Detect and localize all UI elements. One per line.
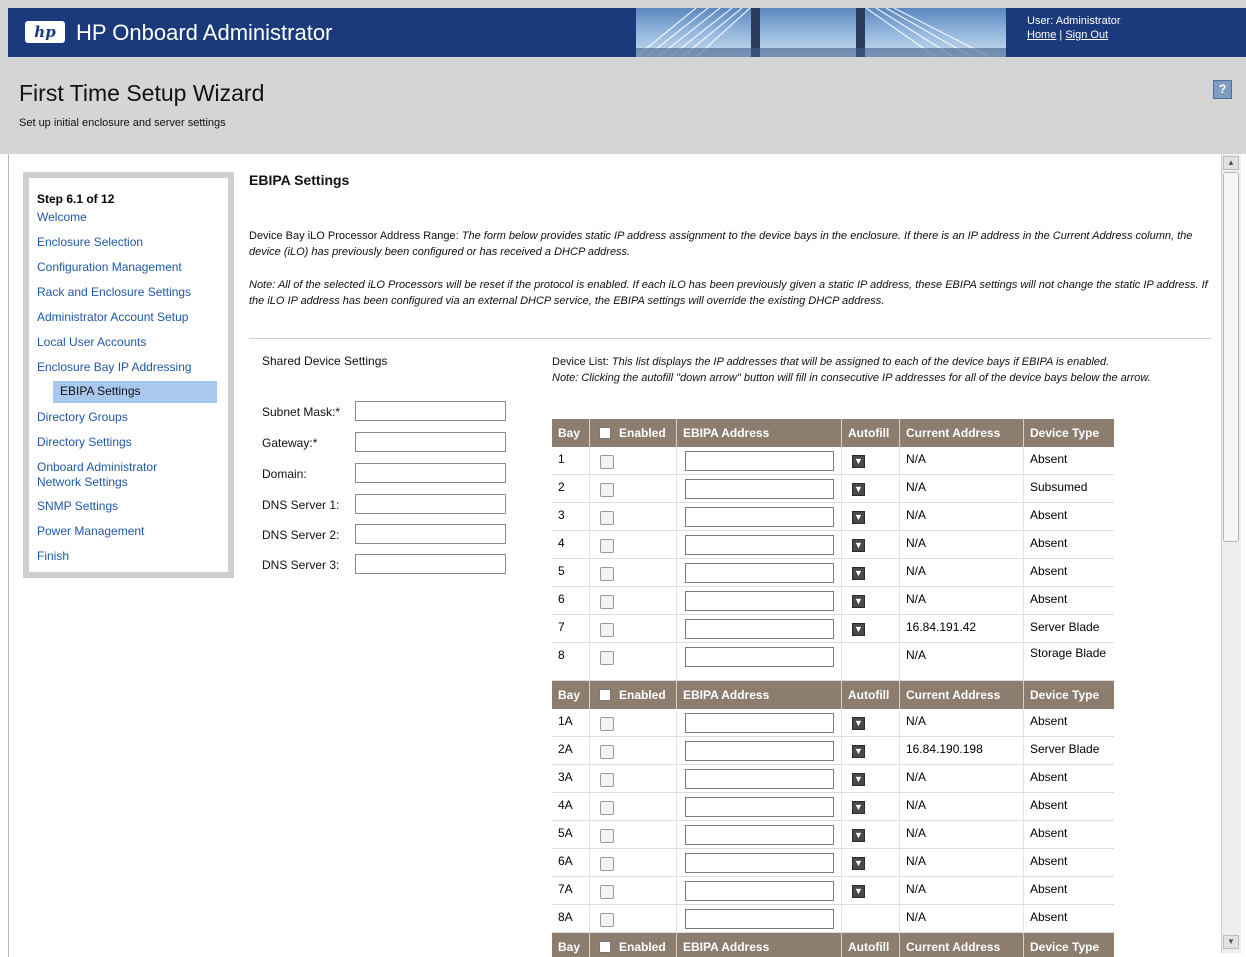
autofill-cell [842, 877, 900, 904]
enabled-checkbox[interactable] [600, 773, 614, 787]
ebipa-address-cell [677, 447, 842, 474]
top-banner [0, 0, 1246, 60]
subnet-mask-label: Subnet Mask:* [262, 405, 341, 419]
link-separator: | [1059, 29, 1063, 41]
enabled-checkbox[interactable] [600, 511, 614, 525]
autofill-cell [842, 737, 900, 764]
table-row [552, 821, 1114, 849]
autofill-cell [842, 905, 900, 932]
autofill-cell [842, 503, 900, 530]
nav-item-rack-enclosure-settings[interactable]: Rack and Enclosure Settings [37, 285, 192, 299]
autofill-cell [842, 821, 900, 848]
shared-settings-title: Shared Device Settings [262, 354, 388, 368]
ebipa-address-input[interactable] [685, 563, 834, 583]
device-type: Absent [1030, 564, 1068, 578]
header-current-address: Current Address [900, 933, 1024, 957]
ebipa-address-input[interactable] [685, 451, 834, 471]
table-row [552, 531, 1114, 559]
divider [249, 338, 1211, 339]
autofill-down-arrow-icon[interactable]: ▼ [852, 595, 865, 608]
enabled-checkbox[interactable] [600, 801, 614, 815]
table-row [552, 503, 1114, 531]
device-type: Absent [1030, 714, 1068, 728]
device-list-description [552, 354, 1212, 386]
intro-label: Device Bay iLO Processor Address Range: [249, 230, 462, 242]
current-address: N/A [900, 559, 1024, 586]
enabled-cell [590, 737, 677, 764]
autofill-cell [842, 849, 900, 876]
current-address: N/A [900, 905, 1024, 932]
enabled-cell [590, 905, 677, 932]
ebipa-address-input[interactable] [685, 825, 834, 845]
header-current-address: Current Address [900, 681, 1024, 709]
current-address: N/A [900, 503, 1024, 530]
autofill-cell [842, 559, 900, 586]
select-all-checkbox[interactable] [599, 689, 611, 701]
nav-item-configuration-management[interactable]: Configuration Management [37, 260, 182, 274]
gateway-input[interactable] [355, 432, 506, 452]
intro-paragraph [249, 228, 1217, 260]
ebipa-address-cell [677, 559, 842, 586]
bay-number: 7 [552, 615, 590, 642]
header-enabled [590, 933, 677, 957]
enabled-checkbox[interactable] [600, 455, 614, 469]
nav-item-snmp-settings[interactable]: SNMP Settings [37, 499, 119, 513]
ebipa-address-cell [677, 821, 842, 848]
table-header-row [552, 933, 1114, 957]
autofill-cell [842, 765, 900, 792]
dns-server-2-label: DNS Server 2: [262, 528, 340, 542]
device-list-label: Device List: [552, 356, 612, 368]
bay-number: 5 [552, 559, 590, 586]
bay-number: 4A [552, 793, 590, 820]
autofill-cell [842, 447, 900, 474]
ebipa-address-cell [677, 905, 842, 932]
header-bay: Bay [552, 933, 590, 957]
enabled-checkbox[interactable] [600, 913, 614, 927]
table-row [552, 559, 1114, 587]
wizard-step-nav-inner [29, 178, 228, 572]
page-subtitle: Set up initial enclosure and server settings [19, 117, 226, 129]
ebipa-address-cell [677, 737, 842, 764]
ebipa-address-cell [677, 643, 842, 680]
device-type: Absent [1030, 770, 1068, 784]
table-header-row [552, 419, 1114, 447]
enabled-checkbox[interactable] [600, 595, 614, 609]
header-autofill: Autofill [842, 419, 900, 447]
device-type: Absent [1030, 592, 1068, 606]
bay-number: 7A [552, 877, 590, 904]
dns-server-3-label: DNS Server 3: [262, 558, 340, 572]
enabled-cell [590, 559, 677, 586]
dns-server-1-label: DNS Server 1: [262, 498, 340, 512]
current-address: N/A [900, 531, 1024, 558]
header-enabled-label: Enabled [619, 940, 666, 954]
ebipa-address-input[interactable] [685, 909, 834, 929]
bay-number: 1 [552, 447, 590, 474]
scroll-up-arrow-icon[interactable]: ▲ [1223, 156, 1239, 170]
nav-item-administrator-account-setup[interactable]: Administrator Account Setup [37, 310, 189, 324]
ebipa-address-cell [677, 849, 842, 876]
ebipa-address-input[interactable] [685, 769, 834, 789]
device-type: Storage Blade [1030, 646, 1107, 660]
autofill-down-arrow-icon[interactable]: ▼ [852, 885, 865, 898]
header-autofill: Autofill [842, 681, 900, 709]
page-header [0, 60, 1246, 154]
enabled-cell [590, 643, 677, 680]
header-ebipa-address: EBIPA Address [677, 419, 842, 447]
autofill-down-arrow-icon[interactable]: ▼ [852, 857, 865, 870]
step-indicator: Step 6.1 of 12 [37, 192, 115, 206]
bay-number: 6A [552, 849, 590, 876]
table-row [552, 737, 1114, 765]
enabled-checkbox[interactable] [600, 623, 614, 637]
autofill-down-arrow-icon[interactable]: ▼ [852, 455, 865, 468]
autofill-down-arrow-icon[interactable]: ▼ [852, 483, 865, 496]
table-row [552, 849, 1114, 877]
ebipa-address-cell [677, 503, 842, 530]
ebipa-address-cell [677, 793, 842, 820]
header-bay: Bay [552, 681, 590, 709]
header-device-type: Device Type [1030, 688, 1100, 702]
header-current-address: Current Address [900, 419, 1024, 447]
enabled-cell [590, 447, 677, 474]
ebipa-address-input[interactable] [685, 797, 834, 817]
table-row [552, 793, 1114, 821]
app-title: HP Onboard Administrator [76, 20, 333, 45]
dns-server-1-input[interactable] [355, 494, 506, 514]
autofill-down-arrow-icon[interactable]: ▼ [852, 539, 865, 552]
bay-number: 3 [552, 503, 590, 530]
bay-number: 2A [552, 737, 590, 764]
enabled-checkbox[interactable] [600, 539, 614, 553]
enabled-checkbox[interactable] [600, 567, 614, 581]
current-address: 16.84.191.42 [900, 615, 1024, 642]
autofill-cell [842, 531, 900, 558]
current-address: N/A [900, 765, 1024, 792]
ebipa-address-input[interactable] [685, 507, 834, 527]
select-all-checkbox[interactable] [599, 941, 611, 953]
nav-item-directory-groups[interactable]: Directory Groups [37, 410, 128, 424]
device-type: Absent [1030, 854, 1068, 868]
user-links [1027, 29, 1108, 41]
bay-number: 2 [552, 475, 590, 502]
device-type: Subsumed [1030, 480, 1088, 494]
header-autofill: Autofill [842, 933, 900, 957]
ebipa-address-input[interactable] [685, 647, 834, 667]
header-ebipa-address: EBIPA Address [677, 933, 842, 957]
device-type: Server Blade [1030, 742, 1100, 756]
top-banner-bar [8, 8, 1246, 57]
gateway-label: Gateway:* [262, 436, 318, 450]
note-paragraph: Note: All of the selected iLO Processors will be reset if the protocol is enabled. If each iLO has been previously given a static IP address, these EBIPA settings will not change the static IP address. If the iLO IP address has been configured via an external DHCP service, the EBIPA settings will override the existing DHCP address. [249, 279, 1208, 307]
bay-number: 5A [552, 821, 590, 848]
current-address: N/A [900, 821, 1024, 848]
enabled-cell [590, 765, 677, 792]
device-type: Server Blade [1030, 620, 1100, 634]
device-list-text: This list displays the IP addresses that will be assigned to each of the device bays if EBIPA is enabled. [611, 356, 1110, 368]
enabled-cell [590, 615, 677, 642]
autofill-cell [842, 587, 900, 614]
table-row [552, 587, 1114, 615]
device-bay-table [552, 419, 1114, 957]
bay-number: 3A [552, 765, 590, 792]
enabled-cell [590, 709, 677, 736]
header-bay: Bay [552, 419, 590, 447]
nav-item-welcome[interactable]: Welcome [37, 210, 87, 224]
nav-item-enclosure-selection[interactable]: Enclosure Selection [37, 235, 144, 249]
current-address: N/A [900, 877, 1024, 904]
domain-input[interactable] [355, 463, 506, 483]
current-address: N/A [900, 475, 1024, 502]
header-device-type: Device Type [1030, 426, 1100, 440]
bay-number: 8A [552, 905, 590, 932]
domain-label: Domain: [262, 467, 307, 481]
user-label: User: Administrator [1027, 15, 1121, 27]
current-address: 16.84.190.198 [900, 737, 1024, 764]
autofill-cell [842, 709, 900, 736]
nav-item-power-management[interactable]: Power Management [37, 524, 145, 538]
table-row [552, 709, 1114, 737]
nav-item-oa-network-settings[interactable]: Onboard Administrator Network Settings [37, 460, 158, 489]
select-all-checkbox[interactable] [599, 427, 611, 439]
bridge-banner-image [636, 8, 1006, 57]
nav-item-directory-settings[interactable]: Directory Settings [37, 435, 132, 449]
dns-server-3-input[interactable] [355, 554, 506, 574]
ebipa-address-cell [677, 615, 842, 642]
ebipa-address-cell [677, 877, 842, 904]
table-row [552, 447, 1114, 475]
ebipa-address-cell [677, 475, 842, 502]
ebipa-address-input[interactable] [685, 535, 834, 555]
header-enabled-label: Enabled [619, 426, 666, 440]
autofill-cell [842, 643, 900, 680]
device-type: Absent [1030, 826, 1068, 840]
enabled-cell [590, 475, 677, 502]
enabled-cell [590, 793, 677, 820]
device-type: Absent [1030, 910, 1068, 924]
autofill-down-arrow-icon[interactable]: ▼ [852, 511, 865, 524]
intro-text: The form below provides static IP address assignment to the device bays in the enclosure. If there is an IP address in the Current Address column, the device (iLO) has previously been configured or has received a DHCP address. [249, 230, 1193, 258]
nav-item-enclosure-bay-ip[interactable]: Enclosure Bay IP Addressing [37, 360, 192, 374]
ebipa-address-input[interactable] [685, 713, 834, 733]
device-type: Absent [1030, 508, 1068, 522]
current-address: N/A [900, 793, 1024, 820]
nav-item-finish[interactable]: Finish [37, 549, 70, 563]
ebipa-address-input[interactable] [685, 741, 834, 761]
page-title: First Time Setup Wizard [19, 80, 265, 106]
enabled-checkbox[interactable] [600, 483, 614, 497]
table-row [552, 765, 1114, 793]
device-type: Absent [1030, 452, 1068, 466]
enabled-cell [590, 821, 677, 848]
enabled-cell [590, 849, 677, 876]
ebipa-address-input[interactable] [685, 479, 834, 499]
scrollbar-thumb[interactable] [1223, 172, 1239, 542]
device-type: Absent [1030, 798, 1068, 812]
device-type: Absent [1030, 536, 1068, 550]
enabled-checkbox[interactable] [600, 857, 614, 871]
bay-number: 6 [552, 587, 590, 614]
header-enabled-label: Enabled [619, 688, 666, 702]
enabled-checkbox[interactable] [600, 651, 614, 665]
autofill-cell [842, 615, 900, 642]
ebipa-address-input[interactable] [685, 619, 834, 639]
device-type: Absent [1030, 882, 1068, 896]
dns-server-2-input[interactable] [355, 524, 506, 544]
hp-logo: hp [25, 21, 65, 43]
current-address: N/A [900, 709, 1024, 736]
header-enabled [590, 419, 677, 447]
bay-number: 1A [552, 709, 590, 736]
header-device-type: Device Type [1030, 940, 1100, 954]
autofill-down-arrow-icon[interactable]: ▼ [852, 773, 865, 786]
table-header-row [552, 681, 1114, 709]
bridge-graphic [636, 8, 1006, 57]
nav-item-local-user-accounts[interactable]: Local User Accounts [37, 335, 147, 349]
ebipa-address-input[interactable] [685, 881, 834, 901]
autofill-down-arrow-icon[interactable]: ▼ [852, 567, 865, 580]
header-enabled [590, 681, 677, 709]
enabled-checkbox[interactable] [600, 885, 614, 899]
help-icon[interactable]: ? [1213, 80, 1232, 99]
ebipa-address-cell [677, 587, 842, 614]
ebipa-address-cell [677, 709, 842, 736]
table-row [552, 877, 1114, 905]
autofill-down-arrow-icon[interactable]: ▼ [852, 745, 865, 758]
autofill-down-arrow-icon[interactable]: ▼ [852, 717, 865, 730]
bay-number: 8 [552, 643, 590, 680]
enabled-checkbox[interactable] [600, 717, 614, 731]
ebipa-address-input[interactable] [685, 853, 834, 873]
scroll-down-arrow-icon[interactable]: ▼ [1223, 935, 1239, 949]
sign-out-link[interactable]: Sign Out [1065, 29, 1109, 41]
table-row [552, 475, 1114, 503]
table-row [552, 643, 1114, 681]
table-row [552, 615, 1114, 643]
autofill-down-arrow-icon[interactable]: ▼ [852, 829, 865, 842]
enabled-cell [590, 587, 677, 614]
current-address: N/A [900, 447, 1024, 474]
enabled-cell [590, 503, 677, 530]
user-panel [1011, 8, 1246, 57]
device-list-note: Note: Clicking the autofill "down arrow" button will fill in consecutive IP addresses for all of the device bays below the arrow. [552, 372, 1151, 384]
enabled-checkbox[interactable] [600, 829, 614, 843]
subnet-mask-input[interactable] [355, 401, 506, 421]
autofill-down-arrow-icon[interactable]: ▼ [852, 801, 865, 814]
autofill-cell [842, 475, 900, 502]
enabled-cell [590, 877, 677, 904]
current-address: N/A [900, 643, 1024, 680]
home-link[interactable]: Home [1027, 29, 1057, 41]
table-row [552, 905, 1114, 933]
enabled-checkbox[interactable] [600, 745, 614, 759]
enabled-cell [590, 531, 677, 558]
current-address: N/A [900, 587, 1024, 614]
autofill-cell [842, 793, 900, 820]
section-title: EBIPA Settings [249, 172, 350, 188]
ebipa-address-input[interactable] [685, 591, 834, 611]
bay-number: 4 [552, 531, 590, 558]
ebipa-address-cell [677, 765, 842, 792]
autofill-down-arrow-icon[interactable]: ▼ [852, 623, 865, 636]
wizard-step-nav [23, 172, 234, 578]
nav-item-ebipa-settings-active[interactable]: EBIPA Settings [53, 381, 217, 403]
current-address: N/A [900, 849, 1024, 876]
header-ebipa-address: EBIPA Address [677, 681, 842, 709]
ebipa-address-cell [677, 531, 842, 558]
